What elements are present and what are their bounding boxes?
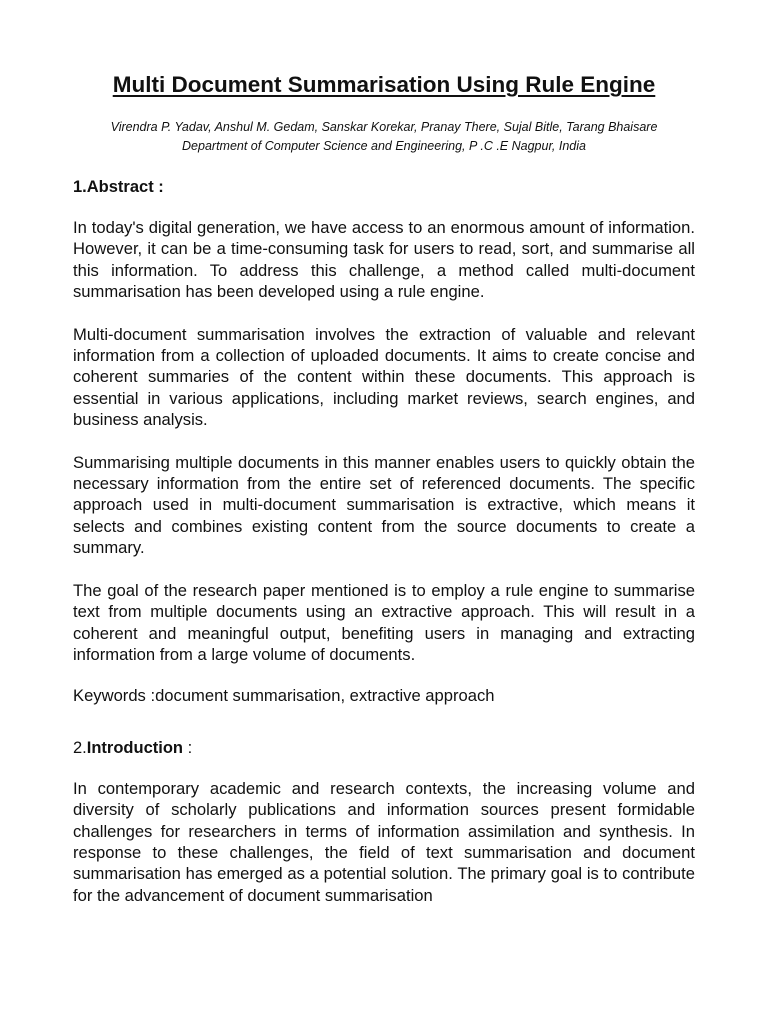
abstract-paragraph-3: Summarising multiple documents in this manner enables users to quickly obtain the necessary information from the entire set of referenced documents. The specific approach used in multi-document summarisation is extractive, which means it selects and combines existing content from the source documents to create a summary. [73,452,695,558]
abstract-paragraph-2: Multi-document summarisation involves the extraction of valuable and relevant information from a collection of uploaded documents. It aims to create concise and coherent summaries of the content within these documents. This approach is essential in various applications, including market reviews, search engines, and business analysis. [73,324,695,430]
abstract-section-title: Abstract [86,178,154,196]
introduction-heading-colon: : [183,738,193,757]
abstract-paragraph-4: The goal of the research paper mentioned is to employ a rule engine to summarise text from multiple documents using an extractive approach. This will result in a coherent and meaningful output, benefiting users in managing and extracting information from a large volume of documents. [73,580,695,664]
author-list: Virendra P. Yadav, Anshul M. Gedam, Sanskar Korekar, Pranay There, Sujal Bitle, Tarang Bhaisare [110,120,658,134]
abstract-heading-colon: : [153,178,164,196]
abstract-paragraph-1: In today's digital generation, we have access to an enormous amount of information. However, it can be a time-consuming task for users to read, sort, and summarise all this information. To address this challenge, a method called multi-document summarisation has been developed using a rule engine. [73,218,695,302]
introduction-section-number: 2. [73,738,87,757]
keywords-line: Keywords :document summarisation, extractive approach [73,686,495,706]
introduction-section-title: Introduction [86,738,183,757]
introduction-paragraph-1: In contemporary academic and research contexts, the increasing volume and diversity of scholarly publications and information sources present formidable challenges for researchers in terms of information assimilation and synthesis. In response to these challenges, the field of text summarisation and document summarisation has emerged as a potential solution. The primary goal is to contribute for the advancement of document summarisation [73,778,695,905]
introduction-heading [73,737,695,759]
abstract-heading [73,176,695,198]
author-affiliation: Department of Computer Science and Engineering, P .C .E Nagpur, India [182,139,586,153]
paper-title: Multi Document Summarisation Using Rule Engine [112,72,656,97]
abstract-section-number: 1. [73,178,87,196]
